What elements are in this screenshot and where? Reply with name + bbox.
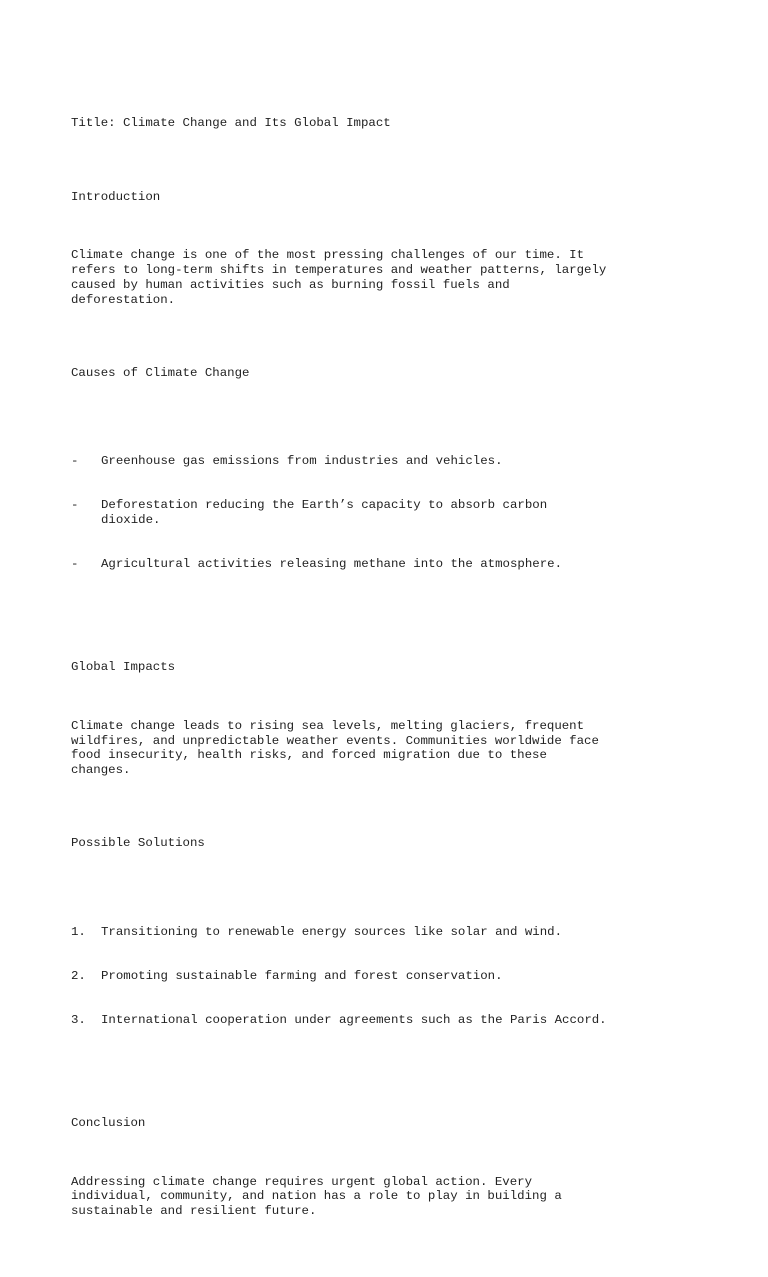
introduction-heading: Introduction — [71, 189, 161, 204]
list-item-text: Promoting sustainable farming and forest conservation. — [101, 968, 503, 983]
bullet-marker: - — [71, 498, 79, 513]
number-marker: 1. — [71, 924, 86, 939]
list-item — [71, 498, 691, 527]
causes-heading: Causes of Climate Change — [71, 366, 250, 381]
impacts-heading: Global Impacts — [71, 660, 176, 675]
bullet-marker: - — [71, 557, 79, 572]
number-marker: 2. — [71, 968, 86, 983]
list-item-text: International cooperation under agreements such as the Paris Accord. — [101, 1012, 607, 1027]
document-content — [71, 72, 691, 1277]
number-marker: 3. — [71, 1012, 86, 1027]
conclusion-heading: Conclusion — [71, 1115, 146, 1130]
document-title: Title: Climate Change and Its Global Impact — [71, 116, 391, 131]
list-item-text: Agricultural activities releasing methane into the atmosphere. — [101, 557, 563, 572]
bullet-marker: - — [71, 454, 79, 469]
list-item-text: Greenhouse gas emissions from industries and vehicles. — [101, 454, 503, 469]
solutions-list — [71, 895, 691, 1057]
introduction-paragraph: Climate change is one of the most pressing challenges of our time. It refers to long-term shifts in temperatures and weather patterns, largely caused by human activities such as burning fossil fuels and deforestation. — [71, 248, 607, 307]
list-item — [71, 969, 691, 984]
conclusion-paragraph: Addressing climate change requires urgent global action. Every individual, community, and nation has a role to play in building a sustainable and resilient future. — [71, 1174, 562, 1218]
causes-list — [71, 425, 691, 601]
list-item-text: Transitioning to renewable energy sources like solar and wind. — [101, 924, 563, 939]
impacts-paragraph: Climate change leads to rising sea levels, melting glaciers, frequent wildfires, and unpredictable weather events. Communities worldwide face food insecurity, health risks, and forced migration due to these changes. — [71, 718, 599, 777]
list-item — [71, 1013, 691, 1028]
list-item-text: Deforestation reducing the Earth’s capacity to absorb carbon dioxide. — [101, 498, 548, 528]
solutions-heading: Possible Solutions — [71, 836, 205, 851]
list-item — [71, 557, 691, 572]
list-item — [71, 454, 691, 469]
list-item — [71, 925, 691, 940]
